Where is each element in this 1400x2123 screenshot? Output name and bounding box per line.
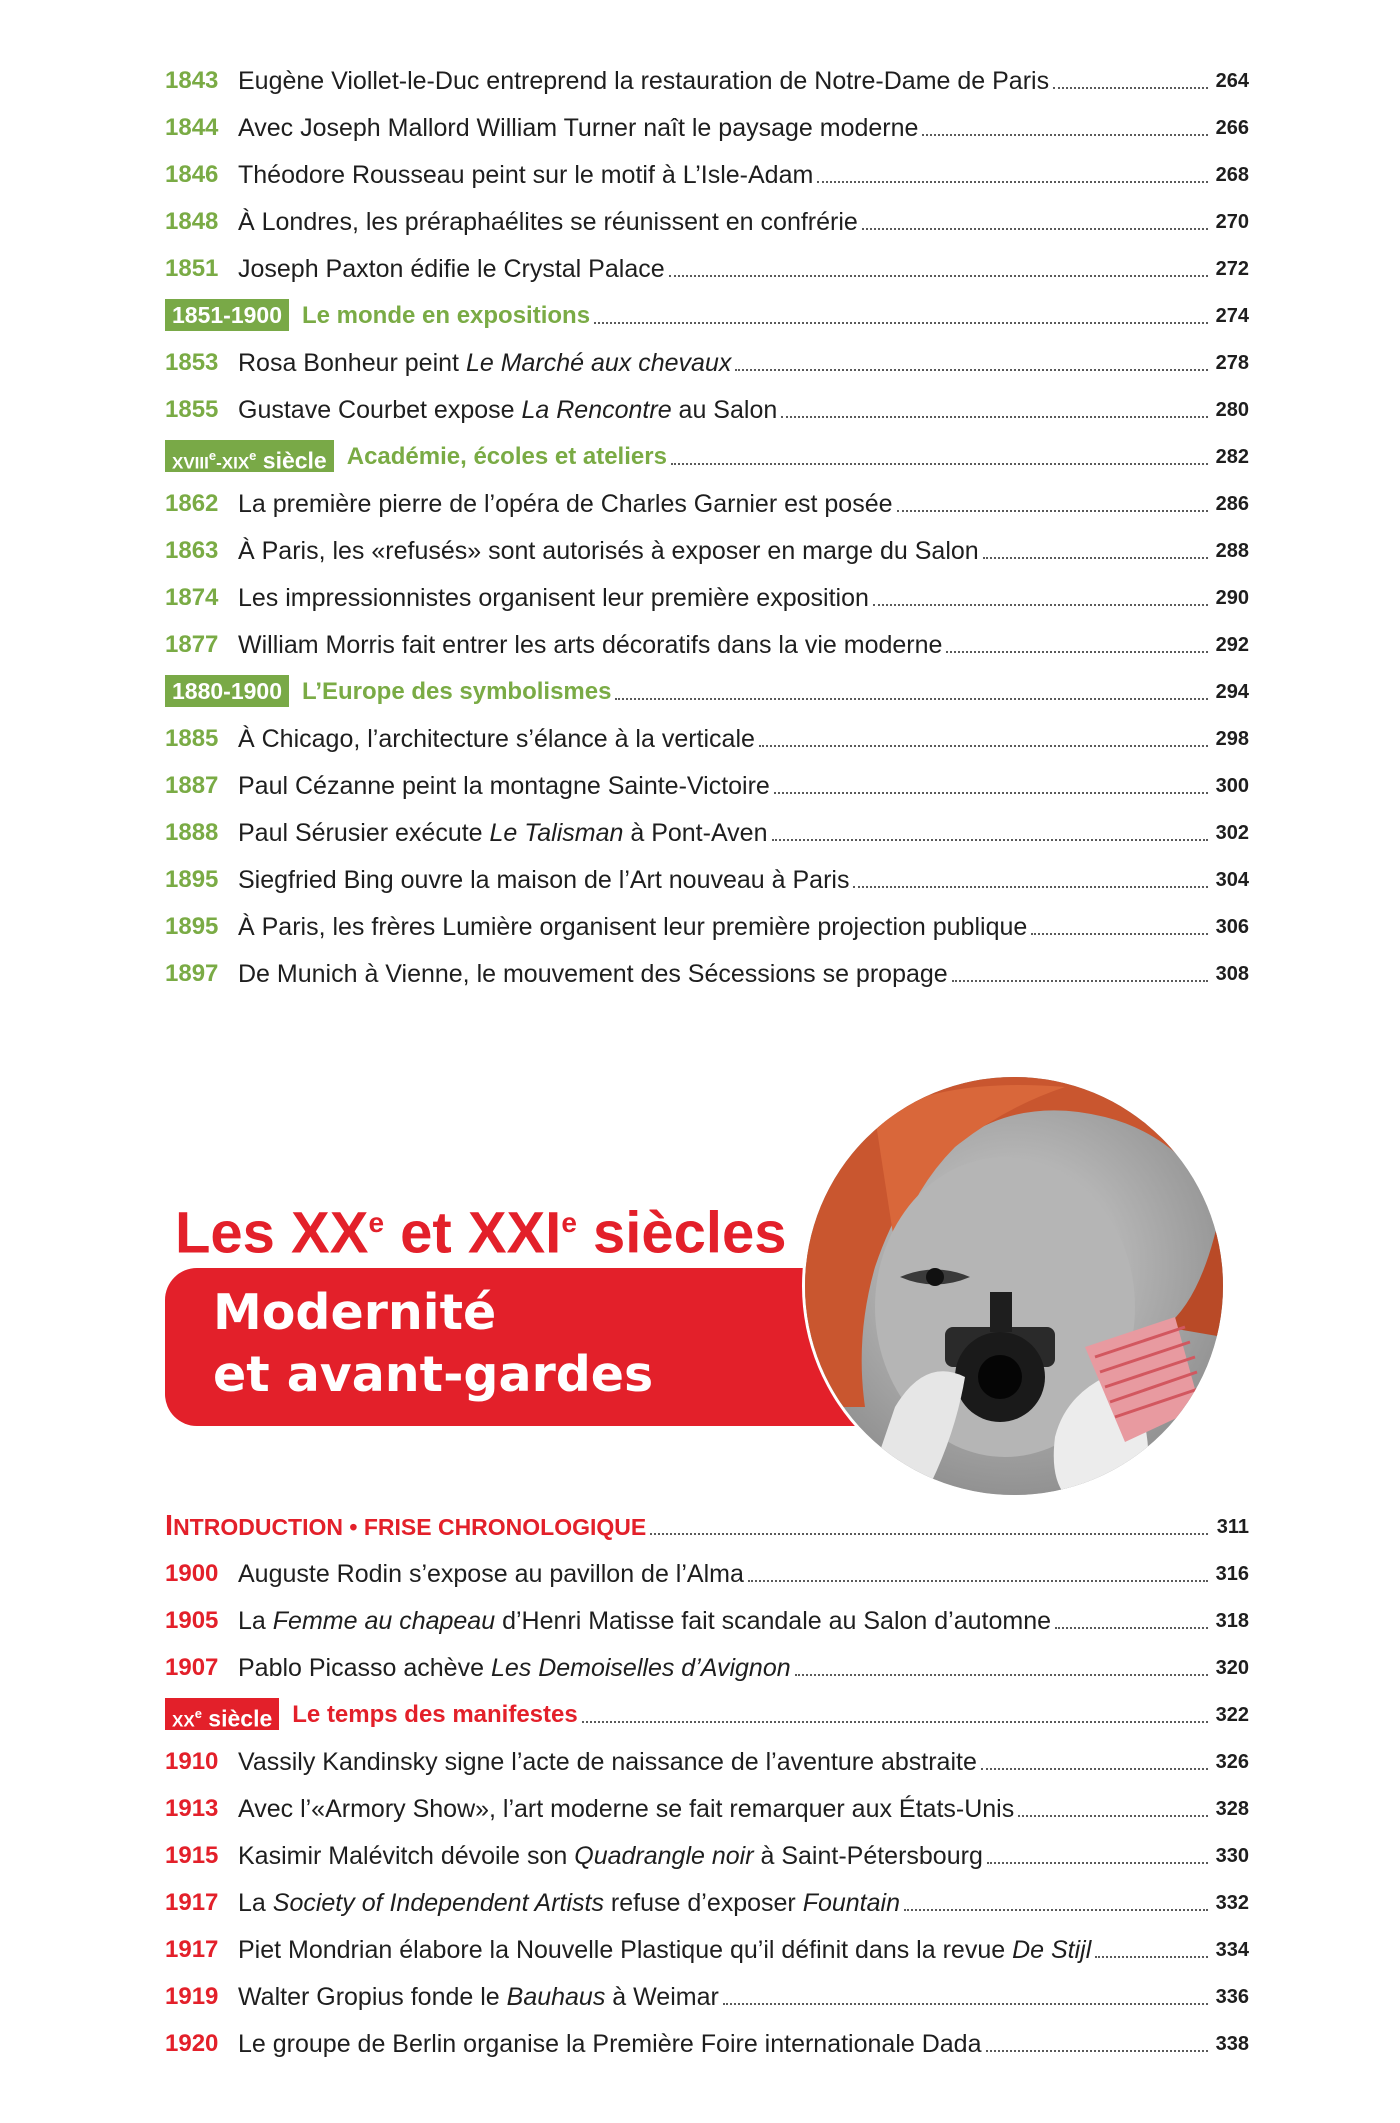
- entry-page: 306: [1215, 916, 1249, 938]
- entry-year: 1874: [165, 584, 219, 611]
- entry-page: 292: [1215, 634, 1249, 656]
- entry-year: 1897: [165, 960, 219, 987]
- toc-theme-entry[interactable]: [165, 667, 1249, 707]
- entry-page: 294: [1215, 681, 1249, 703]
- entry-title: Joseph Paxton édifie le Crystal Palace: [238, 255, 665, 283]
- entry-page: 270: [1215, 211, 1249, 233]
- dot-leader: [594, 321, 1208, 324]
- toc-entry[interactable]: [165, 56, 1249, 96]
- portrait-photo: [805, 1077, 1223, 1495]
- dot-leader: [817, 180, 1208, 183]
- entry-title: Les impressionnistes organisent leur première exposition: [238, 584, 869, 612]
- entry-page: 330: [1215, 1845, 1249, 1867]
- entry-year: 1848: [165, 208, 219, 235]
- entry-title: Siegfried Bing ouvre la maison de l’Art nouveau à Paris: [238, 866, 850, 894]
- entry-page: 280: [1215, 399, 1249, 421]
- dot-leader: [983, 556, 1208, 559]
- toc-entry[interactable]: [165, 1925, 1249, 1965]
- entry-page: 304: [1215, 869, 1249, 891]
- toc-entry[interactable]: [165, 338, 1249, 378]
- toc-entry[interactable]: [165, 150, 1249, 190]
- dot-leader: [1055, 1626, 1208, 1629]
- entry-page: 290: [1215, 587, 1249, 609]
- entry-year: 1843: [165, 67, 219, 94]
- dot-leader: [723, 2002, 1208, 2005]
- dot-leader: [1095, 1955, 1208, 1958]
- entry-title: Avec Joseph Mallord William Turner naît le paysage moderne: [238, 114, 919, 142]
- entry-title: La première pierre de l’opéra de Charles Garnier est posée: [238, 490, 893, 518]
- toc-theme-entry[interactable]: [165, 1690, 1249, 1730]
- entry-year: 1915: [165, 1842, 219, 1869]
- entry-page: 288: [1215, 540, 1249, 562]
- entry-year: 1919: [165, 1983, 219, 2010]
- toc-entry[interactable]: [165, 1596, 1249, 1636]
- toc-entry[interactable]: [165, 855, 1249, 895]
- intro-title: INTRODUCTION • FRISE CHRONOLOGIQUE: [165, 1510, 647, 1542]
- toc-entry[interactable]: [165, 479, 1249, 519]
- toc-entry[interactable]: [165, 526, 1249, 566]
- dot-leader: [1018, 1814, 1208, 1817]
- toc-entry[interactable]: [165, 244, 1249, 284]
- entry-year: 1910: [165, 1748, 219, 1775]
- entry-page: 311: [1216, 1516, 1249, 1538]
- entry-year: 1888: [165, 819, 219, 846]
- entry-page: 336: [1215, 1986, 1249, 2008]
- entry-year: 1900: [165, 1560, 219, 1587]
- entry-page: 298: [1215, 728, 1249, 750]
- theme-title: Le temps des manifestes: [292, 1701, 578, 1728]
- period-tag: XXe siècle: [165, 1698, 279, 1730]
- dot-leader: [669, 274, 1208, 277]
- period-tag: XVIIIe-XIXe siècle: [165, 440, 334, 472]
- toc-theme-entry[interactable]: [165, 432, 1249, 472]
- entry-page: 264: [1215, 70, 1249, 92]
- dot-leader: [650, 1532, 1208, 1535]
- entry-year: 1887: [165, 772, 219, 799]
- entry-page: 302: [1215, 822, 1249, 844]
- dot-leader: [781, 415, 1208, 418]
- dot-leader: [987, 1861, 1208, 1864]
- toc-entry[interactable]: [165, 1972, 1249, 2012]
- toc-entry[interactable]: [165, 197, 1249, 237]
- entry-page: 272: [1215, 258, 1249, 280]
- dot-leader: [748, 1579, 1208, 1582]
- toc-entry[interactable]: [165, 1737, 1249, 1777]
- toc-entry[interactable]: [165, 1831, 1249, 1871]
- entry-title: Eugène Viollet-le-Duc entreprend la restauration de Notre-Dame de Paris: [238, 67, 1050, 95]
- entry-title: À Chicago, l’architecture s’élance à la verticale: [238, 725, 755, 753]
- entry-page: 278: [1215, 352, 1249, 374]
- entry-title: William Morris fait entrer les arts décoratifs dans la vie moderne: [238, 631, 943, 659]
- entry-year: 1851: [165, 255, 219, 282]
- section-banner: [165, 1268, 895, 1426]
- entry-title: Auguste Rodin s’expose au pavillon de l’Alma: [238, 1560, 744, 1588]
- entry-year: 1844: [165, 114, 219, 141]
- toc-entry[interactable]: [165, 902, 1249, 942]
- toc-entry[interactable]: [165, 2019, 1249, 2059]
- entry-page: 332: [1215, 1892, 1249, 1914]
- dot-leader: [1053, 86, 1208, 89]
- dot-leader: [862, 227, 1208, 230]
- entry-page: 266: [1215, 117, 1249, 139]
- dot-leader: [853, 885, 1208, 888]
- entry-year: 1905: [165, 1607, 219, 1634]
- entry-year: 1855: [165, 396, 219, 423]
- entry-page: 286: [1215, 493, 1249, 515]
- toc-entry[interactable]: [165, 620, 1249, 660]
- entry-year: 1877: [165, 631, 219, 658]
- dot-leader: [904, 1908, 1208, 1911]
- entry-year: 1913: [165, 1795, 219, 1822]
- entry-year: 1920: [165, 2030, 219, 2057]
- entry-title: Théodore Rousseau peint sur le motif à L’Isle-Adam: [238, 161, 814, 189]
- entry-page: 308: [1215, 963, 1249, 985]
- toc-entry[interactable]: [165, 1643, 1249, 1683]
- toc-entry[interactable]: [165, 949, 1249, 989]
- entry-page: 338: [1215, 2033, 1249, 2055]
- dot-leader: [1031, 932, 1208, 935]
- dot-leader: [986, 2049, 1209, 2052]
- entry-page: 322: [1215, 1704, 1249, 1726]
- toc-entry[interactable]: [165, 714, 1249, 754]
- entry-year: 1907: [165, 1654, 219, 1681]
- dot-leader: [897, 509, 1208, 512]
- period-tag: 1851-1900: [165, 299, 289, 331]
- entry-page: 334: [1215, 1939, 1249, 1961]
- entry-year: 1895: [165, 866, 219, 893]
- entry-page: 320: [1215, 1657, 1249, 1679]
- entry-title: Piet Mondrian élabore la Nouvelle Plastique qu’il définit dans la revue De Stijl: [238, 1936, 1092, 1964]
- toc-entry[interactable]: [165, 1878, 1249, 1918]
- period-tag: 1880-1900: [165, 675, 289, 707]
- entry-year: 1917: [165, 1936, 219, 1963]
- entry-page: 274: [1215, 305, 1249, 327]
- entry-title: Le groupe de Berlin organise la Première Foire internationale Dada: [238, 2030, 982, 2058]
- toc-theme-entry[interactable]: [165, 291, 1249, 331]
- entry-year: 1853: [165, 349, 219, 376]
- entry-title: À Paris, les frères Lumière organisent leur première projection publique: [238, 913, 1028, 941]
- entry-title: Avec l’«Armory Show», l’art moderne se fait remarquer aux États-Unis: [238, 1795, 1015, 1823]
- dot-leader: [671, 462, 1208, 465]
- theme-title: Le monde en expositions: [302, 302, 591, 329]
- entry-year: 1895: [165, 913, 219, 940]
- entry-page: 268: [1215, 164, 1249, 186]
- dot-leader: [922, 133, 1208, 136]
- dot-leader: [772, 838, 1209, 841]
- entry-title: Paul Sérusier exécute Le Talisman à Pont-Aven: [238, 819, 768, 847]
- portrait-illustration: [805, 1077, 1223, 1495]
- toc-entry[interactable]: [165, 808, 1249, 848]
- toc-entry[interactable]: [165, 1784, 1249, 1824]
- entry-title: La Society of Independent Artists refuse d’exposer Fountain: [238, 1889, 900, 1917]
- entry-title: Gustave Courbet expose La Rencontre au Salon: [238, 396, 778, 424]
- entry-page: 300: [1215, 775, 1249, 797]
- entry-year: 1917: [165, 1889, 219, 1916]
- section-subtitle: Modernité et avant-gardes: [213, 1284, 654, 1403]
- entry-title: Paul Cézanne peint la montagne Sainte-Victoire: [238, 772, 770, 800]
- toc-entry[interactable]: [165, 1549, 1249, 1589]
- entry-title: Kasimir Malévitch dévoile son Quadrangle noir à Saint-Pétersbourg: [238, 1842, 983, 1870]
- entry-title: De Munich à Vienne, le mouvement des Sécessions se propage: [238, 960, 948, 988]
- dot-leader: [873, 603, 1208, 606]
- dot-leader: [774, 791, 1208, 794]
- entry-title: À Londres, les préraphaélites se réunissent en confrérie: [238, 208, 858, 236]
- entry-year: 1846: [165, 161, 219, 188]
- entry-year: 1863: [165, 537, 219, 564]
- dot-leader: [946, 650, 1208, 653]
- toc-intro-entry[interactable]: [165, 1502, 1249, 1542]
- toc-entry[interactable]: [165, 573, 1249, 613]
- entry-page: 318: [1215, 1610, 1249, 1632]
- entry-page: 328: [1215, 1798, 1249, 1820]
- entry-title: Vassily Kandinsky signe l’acte de naissance de l’aventure abstraite: [238, 1748, 977, 1776]
- dot-leader: [795, 1673, 1208, 1676]
- section-title: Les XXe et XXIe siècles: [175, 1200, 787, 1266]
- dot-leader: [582, 1720, 1208, 1723]
- dot-leader: [615, 697, 1208, 700]
- dot-leader: [759, 744, 1208, 747]
- entry-title: À Paris, les «refusés» sont autorisés à exposer en marge du Salon: [238, 537, 979, 565]
- entry-page: 282: [1215, 446, 1249, 468]
- entry-page: 316: [1215, 1563, 1249, 1585]
- toc-entry[interactable]: [165, 103, 1249, 143]
- dot-leader: [735, 368, 1208, 371]
- entry-title: La Femme au chapeau d’Henri Matisse fait scandale au Salon d’automne: [238, 1607, 1051, 1635]
- toc-entry[interactable]: [165, 761, 1249, 801]
- entry-page: 326: [1215, 1751, 1249, 1773]
- entry-title: Rosa Bonheur peint Le Marché aux chevaux: [238, 349, 732, 377]
- toc-entry[interactable]: [165, 385, 1249, 425]
- theme-title: Académie, écoles et ateliers: [346, 443, 667, 470]
- dot-leader: [981, 1767, 1208, 1770]
- dot-leader: [952, 979, 1208, 982]
- entry-year: 1862: [165, 490, 219, 517]
- entry-year: 1885: [165, 725, 219, 752]
- entry-title: Walter Gropius fonde le Bauhaus à Weimar: [238, 1983, 719, 2011]
- entry-title: Pablo Picasso achève Les Demoiselles d’Avignon: [238, 1654, 791, 1682]
- theme-title: L’Europe des symbolismes: [302, 678, 612, 705]
